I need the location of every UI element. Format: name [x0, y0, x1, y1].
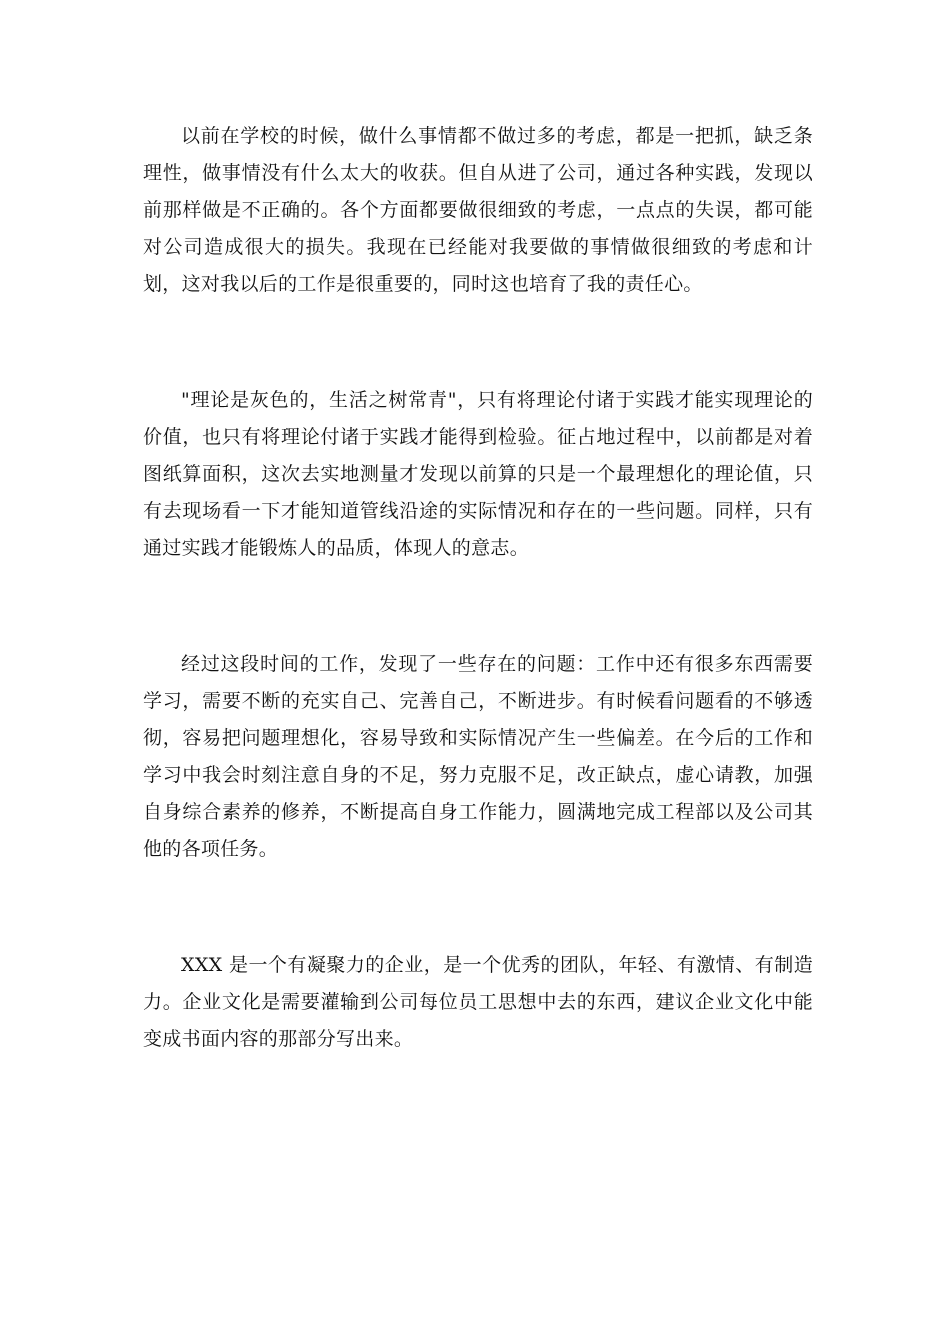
paragraph-spacer	[143, 567, 813, 646]
paragraph-school-vs-company: 以前在学校的时候，做什么事情都不做过多的考虑，都是一把抓，缺乏条理性，做事情没有什么太大的收获。但自从进了公司，通过各种实践，发现以前那样做是不正确的。各个方面都要做很细致的考虑，一点点的失误，都可能对公司造成很大的损失。我现在已经能对我要做的事情做很细致的考虑和计划，这对我以后的工作是很重要的，同时这也培育了我的责任心。	[143, 125, 813, 295]
paragraph-spacer	[143, 303, 813, 382]
document-body	[143, 118, 813, 1058]
paragraph-spacer	[143, 868, 813, 947]
paragraph-corporate-culture: XXX 是一个有凝聚力的企业，是一个优秀的团队，年轻、有激情、有制造力。企业文化是需要灌输到公司每位员工思想中去的东西，建议企业文化中能变成书面内容的那部分写出来。	[143, 954, 813, 1050]
paragraph-problems-found: 经过这段时间的工作，发现了一些存在的问题：工作中还有很多东西需要学习，需要不断的充实自己、完善自己，不断进步。有时候看问题看的不够透彻，容易把问题理想化，容易导致和实际情况产生一些偏差。在今后的工作和学习中我会时刻注意自身的不足，努力克服不足，改正缺点，虚心请教，加强自身综合素养的修养，不断提高自身工作能力，圆满地完成工程部以及公司其他的各项任务。	[143, 653, 813, 860]
paragraph-theory-practice: "理论是灰色的，生活之树常青"，只有将理论付诸于实践才能实现理论的价值，也只有将理论付诸于实践才能得到检验。征占地过程中，以前都是对着图纸算面积，这次去实地测量才发现以前算的只是一个最理想化的理论值，只有去现场看一下才能知道管线沿途的实际情况和存在的一些问题。同样，只有通过实践才能锻炼人的品质，体现人的意志。	[143, 389, 813, 559]
